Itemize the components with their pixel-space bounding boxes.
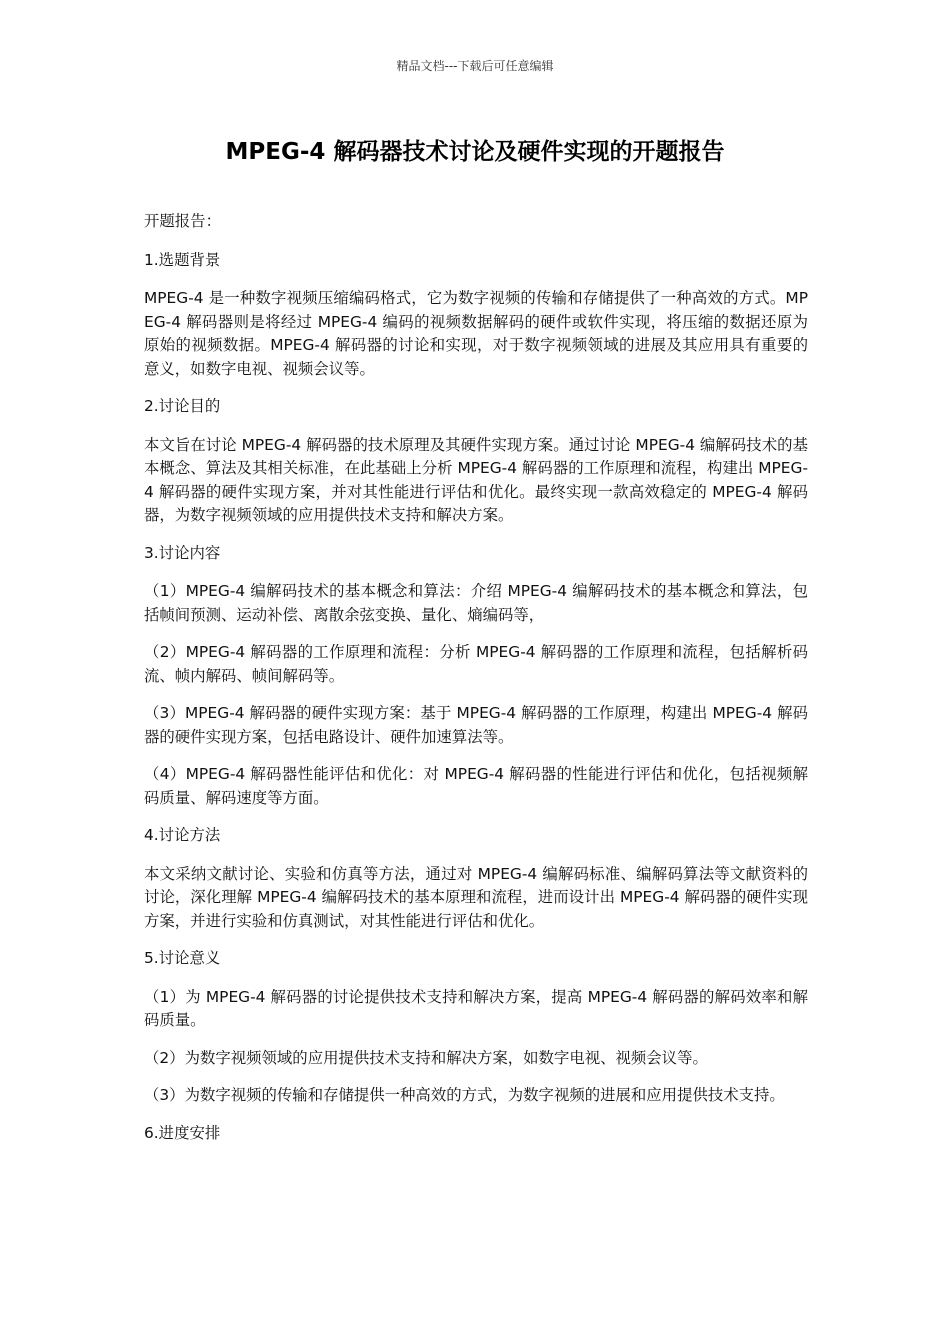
- content-item-3: （3）MPEG-4 解码器的硬件实现方案：基于 MPEG-4 解码器的工作原理，构建出 MPEG-4 解码器的硬件实现方案，包括电路设计、硬件加速算法等。: [144, 704, 808, 746]
- paragraph-method: 本文采纳文献讨论、实验和仿真等方法，通过对 MPEG-4 编解码标准、编解码算法等文献资料的讨论，深化理解 MPEG-4 编解码技术的基本原理和流程，进而设计出 MPEG-4 解码器的硬件实现方案，并进行实验和仿真测试，对其性能进行评估和优化。: [144, 864, 808, 930]
- significance-item-2: （2）为数字视频领域的应用提供技术支持和解决方案，如数字电视、视频会议等。: [144, 1048, 708, 1067]
- content-item-4: （4）MPEG-4 解码器性能评估和优化：对 MPEG-4 解码器的性能进行评估和优化，包括视频解码质量、解码速度等方面。: [144, 765, 808, 807]
- paragraph-purpose: 本文旨在讨论 MPEG-4 解码器的技术原理及其硬件实现方案。通过讨论 MPEG-4 编解码技术的基本概念、算法及其相关标准，在此基础上分析 MPEG-4 解码器的工作原理和流程，构建出 MPEG-4 解码器的硬件实现方案，并对其性能进行评估和优化。最终实现一款高效稳定的 MPEG-4 解码器，为数字视频领域的应用提供技术支持和解决方案。: [144, 435, 808, 524]
- paragraph-background: MPEG-4 是一种数字视频压缩编码格式，它为数字视频的传输和存储提供了一种高效的方式。MPEG-4 解码器则是将经过 MPEG-4 编码的视频数据解码的硬件或软件实现，将压缩的数据还原为原始的视频数据。MPEG-4 解码器的讨论和实现，对于数字视频领域的进展及其应用具有重要的意义，如数字电视、视频会议等。: [144, 289, 808, 378]
- significance-item-3: （3）为数字视频的传输和存储提供一种高效的方式，为数字视频的进展和应用提供技术支持。: [144, 1086, 785, 1104]
- document-body: [144, 210, 808, 1160]
- section-heading-significance: 5.讨论意义: [144, 949, 221, 967]
- section-heading-background: 1.选题背景: [144, 250, 221, 269]
- section-heading-content: 3.讨论内容: [144, 543, 221, 562]
- section-intro-label: 开题报告：: [144, 212, 221, 230]
- running-header: 精品文档---下载后可任意编辑: [396, 59, 554, 73]
- section-heading-purpose: 2.讨论目的: [144, 397, 221, 415]
- content-item-1: （1）MPEG-4 编解码技术的基本概念和算法：介绍 MPEG-4 编解码技术的基本概念和算法，包括帧间预测、运动补偿、离散余弦变换、量化、熵编码等，: [144, 582, 808, 624]
- section-heading-method: 4.讨论方法: [144, 826, 221, 844]
- significance-item-1: （1）为 MPEG-4 解码器的讨论提供技术支持和解决方案，提高 MPEG-4 解码器的解码效率和解码质量。: [144, 987, 808, 1029]
- section-heading-schedule: 6.进度安排: [144, 1123, 221, 1142]
- document-title: MPEG-4 解码器技术讨论及硬件实现的开题报告: [225, 139, 725, 165]
- content-item-2: （2）MPEG-4 解码器的工作原理和流程：分析 MPEG-4 解码器的工作原理和流程，包括解析码流、帧内解码、帧间解码等。: [144, 643, 808, 685]
